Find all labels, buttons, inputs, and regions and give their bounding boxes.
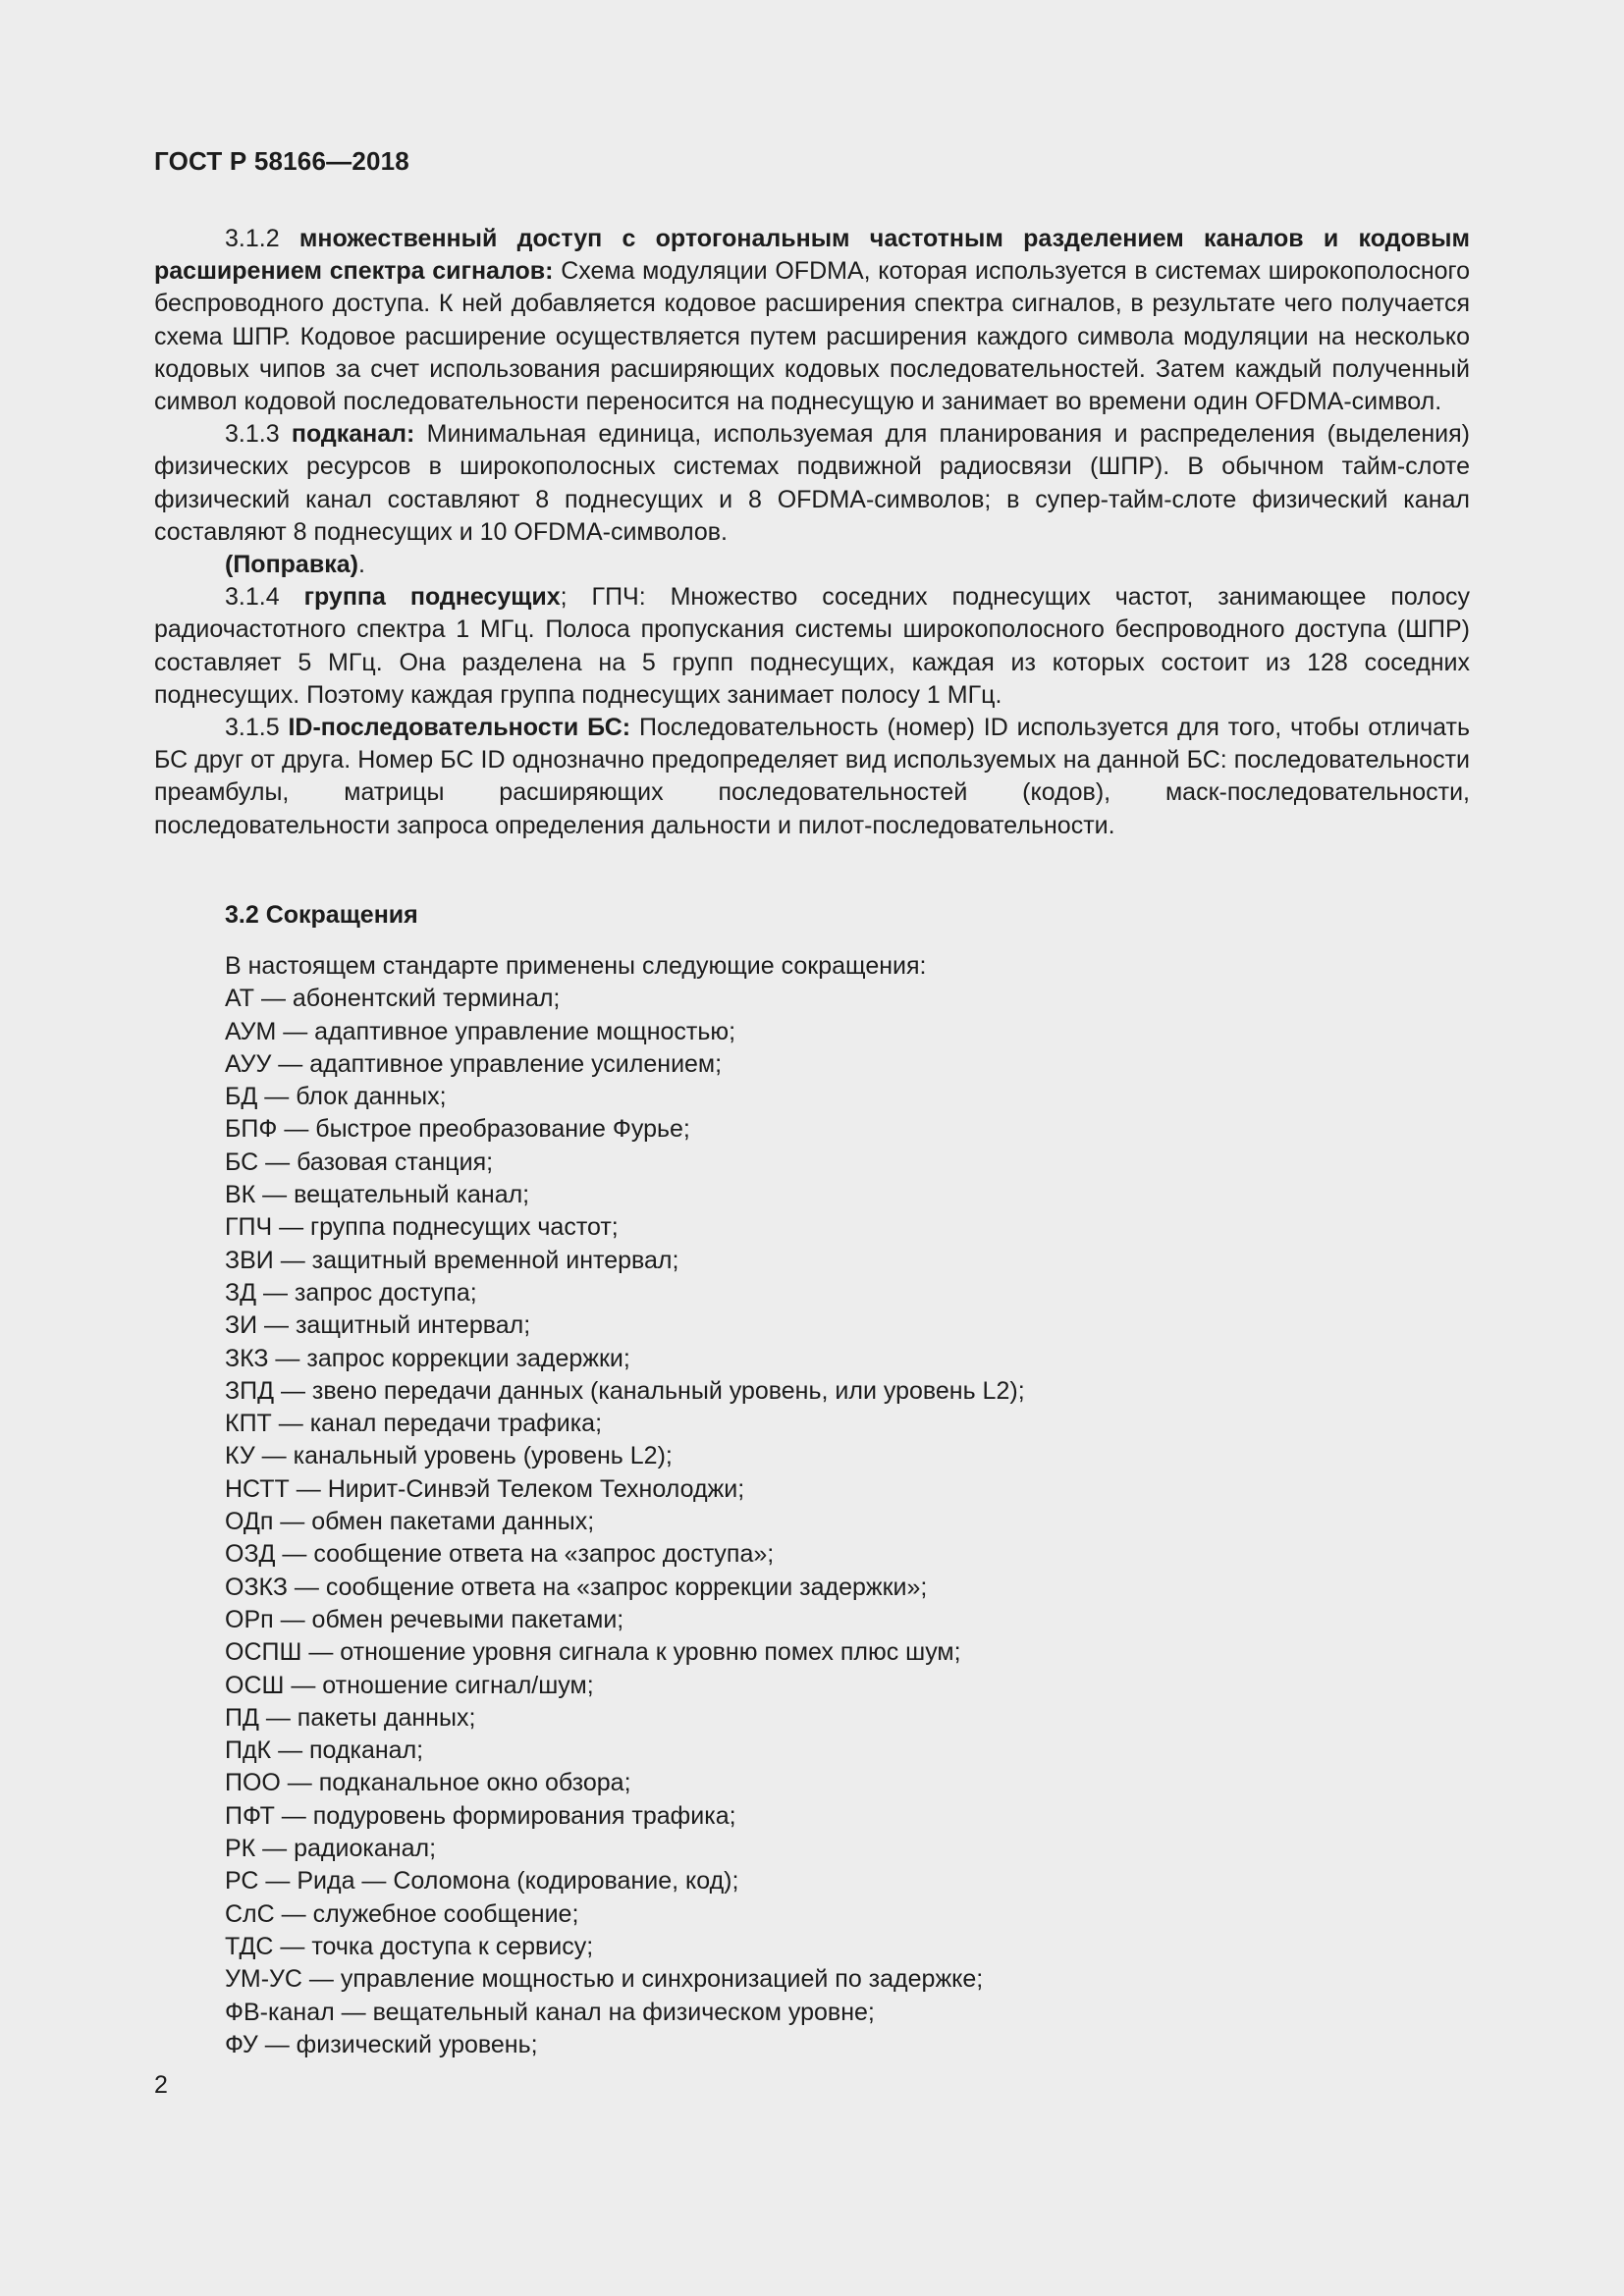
definition-term: группа поднесущих [303,583,561,612]
definition-3-1-2 [154,223,1470,418]
abbreviations-list [225,950,1470,2061]
list-item: ОСПШ — отношение уровня сигнала к уровню помех плюс шум; [225,1638,961,1667]
definition-number: 3.1.3 [225,420,292,449]
amendment-label: (Поправка) [225,551,358,579]
list-item: ЗД — запрос доступа; [225,1278,477,1307]
list-item: АУУ — адаптивное управление усилением; [225,1049,723,1078]
list-item: ГПЧ — группа поднесущих частот; [225,1213,619,1242]
definition-text: ; ГПЧ: Множество соседних поднесущих частот, занимающее полосу радиочастотного спектра 1 МГц. Полоса пропускания системы широкополосного беспроводного доступа (ШПР) составляет 5 МГц. Она разделена на 5 групп поднесущих, каждая из которых состоит из 128 соседних поднесущих. Поэтому каждая группа поднесущих занимает полосу 1 МГц. [154,583,1470,709]
definition-number: 3.1.2 [225,225,299,252]
list-item: ТДС — точка доступа к сервису; [225,1932,594,1960]
definition-number: 3.1.5 [225,714,289,742]
definition-term: ID-последовательности БС: [288,714,631,742]
list-item: ПФТ — подуровень формирования трафика; [225,1801,736,1830]
list-item: БД — блок данных; [225,1083,447,1111]
list-item: ЗКЗ — запрос коррекции задержки; [225,1344,630,1372]
list-item: ФВ-канал — вещательный канал на физическом уровне; [225,1998,875,2026]
list-item: НСТТ — Нирит-Синвэй Телеком Технолоджи; [225,1474,745,1503]
list-item: ПОО — подканальное окно обзора; [225,1769,631,1797]
document-page [154,0,1470,2296]
list-item: ОЗД — сообщение ответа на «запрос доступа»; [225,1540,775,1569]
definition-term: множественный доступ с ортогональным частотным разделением каналов и кодовым расширением спектра сигналов: [154,225,1470,286]
definition-3-1-4 [154,581,1470,712]
list-item: КУ — канальный уровень (уровень L2); [225,1442,673,1470]
abbreviations-intro: В настоящем стандарте применены следующие сокращения: [225,952,927,980]
list-item: БПФ — быстрое преобразование Фурье; [225,1115,690,1144]
list-item: БС — базовая станция; [225,1148,494,1176]
definition-text: Схема модуляции OFDMA, которая используется в системах широкополосного беспроводного доступа. К ней добавляется кодовое расширения спектра сигналов, в результате чего получается схема ШПР. Кодовое расширение осуществляется путем расширения каждого символа модуляции на несколько кодовых чипов за счет использования расширяющих кодовых последовательностей. Затем каждый полученный символ кодовой последовательности переносится на поднесущую и занимает во времени один OFDMA-символ. [154,257,1471,416]
list-item: ОСШ — отношение сигнал/шум; [225,1671,594,1699]
list-item: ЗВИ — защитный временной интервал; [225,1246,679,1274]
list-item: РК — радиоканал; [225,1835,437,1863]
document-header: ГОСТ Р 58166—2018 [154,146,409,176]
list-item: УМ-УС — управление мощностью и синхронизацией по задержке; [225,1965,984,1994]
definition-term: подканал: [291,420,415,449]
list-item: ОДп — обмен пакетами данных; [225,1508,595,1536]
list-item: КПТ — канал передачи трафика; [225,1410,603,1438]
list-item: ПдК — подканал; [225,1736,424,1765]
list-item: ЗПД — звено передачи данных (канальный уровень, или уровень L2); [225,1376,1025,1405]
amendment-note [154,549,1470,581]
list-item: АТ — абонентский терминал; [225,985,561,1013]
definition-text: Минимальная единица, используемая для планирования и распределения (выделения) физических ресурсов в широкополосных системах подвижной радиосвязи (ШПР). В обычном тайм-слоте физический канал составляют 8 поднесущих и 8 OFDMA-символов; в супер-тайм-слоте физический канал составляют 8 поднесущих и 10 OFDMA-символов. [154,420,1470,546]
list-item: ОЗКЗ — сообщение ответа на «запрос коррекции задержки»; [225,1573,928,1601]
page-number: 2 [154,2071,168,2099]
list-item: РС — Рида — Соломона (кодирование, код); [225,1867,739,1896]
list-item: ПД — пакеты данных; [225,1703,476,1732]
section-title-abbreviations: 3.2 Сокращения [225,901,418,929]
list-item: ОРп — обмен речевыми пакетами; [225,1605,624,1633]
list-item: ВК — вещательный канал; [225,1181,530,1209]
list-item: ФУ — физический уровень; [225,2030,538,2058]
definition-number: 3.1.4 [225,583,304,612]
list-item: ЗИ — защитный интервал; [225,1311,531,1340]
definition-3-1-3 [154,418,1470,549]
list-item: АУМ — адаптивное управление мощностью; [225,1017,736,1045]
list-item: СлС — служебное сообщение; [225,1899,579,1928]
definition-text: . [357,551,365,579]
definitions-section [154,223,1470,842]
definition-3-1-5 [154,712,1470,842]
definition-text: Последовательность (номер) ID используется для того, чтобы отличать БС друг от друга. Номер БС ID однозначно предопределяет вид используемых на данной БС: последовательности преамбулы, матрицы расширяющих последовательностей (кодов), маск-последовательности, последовательности запроса определения дальности и пилот-последовательности. [154,714,1470,839]
